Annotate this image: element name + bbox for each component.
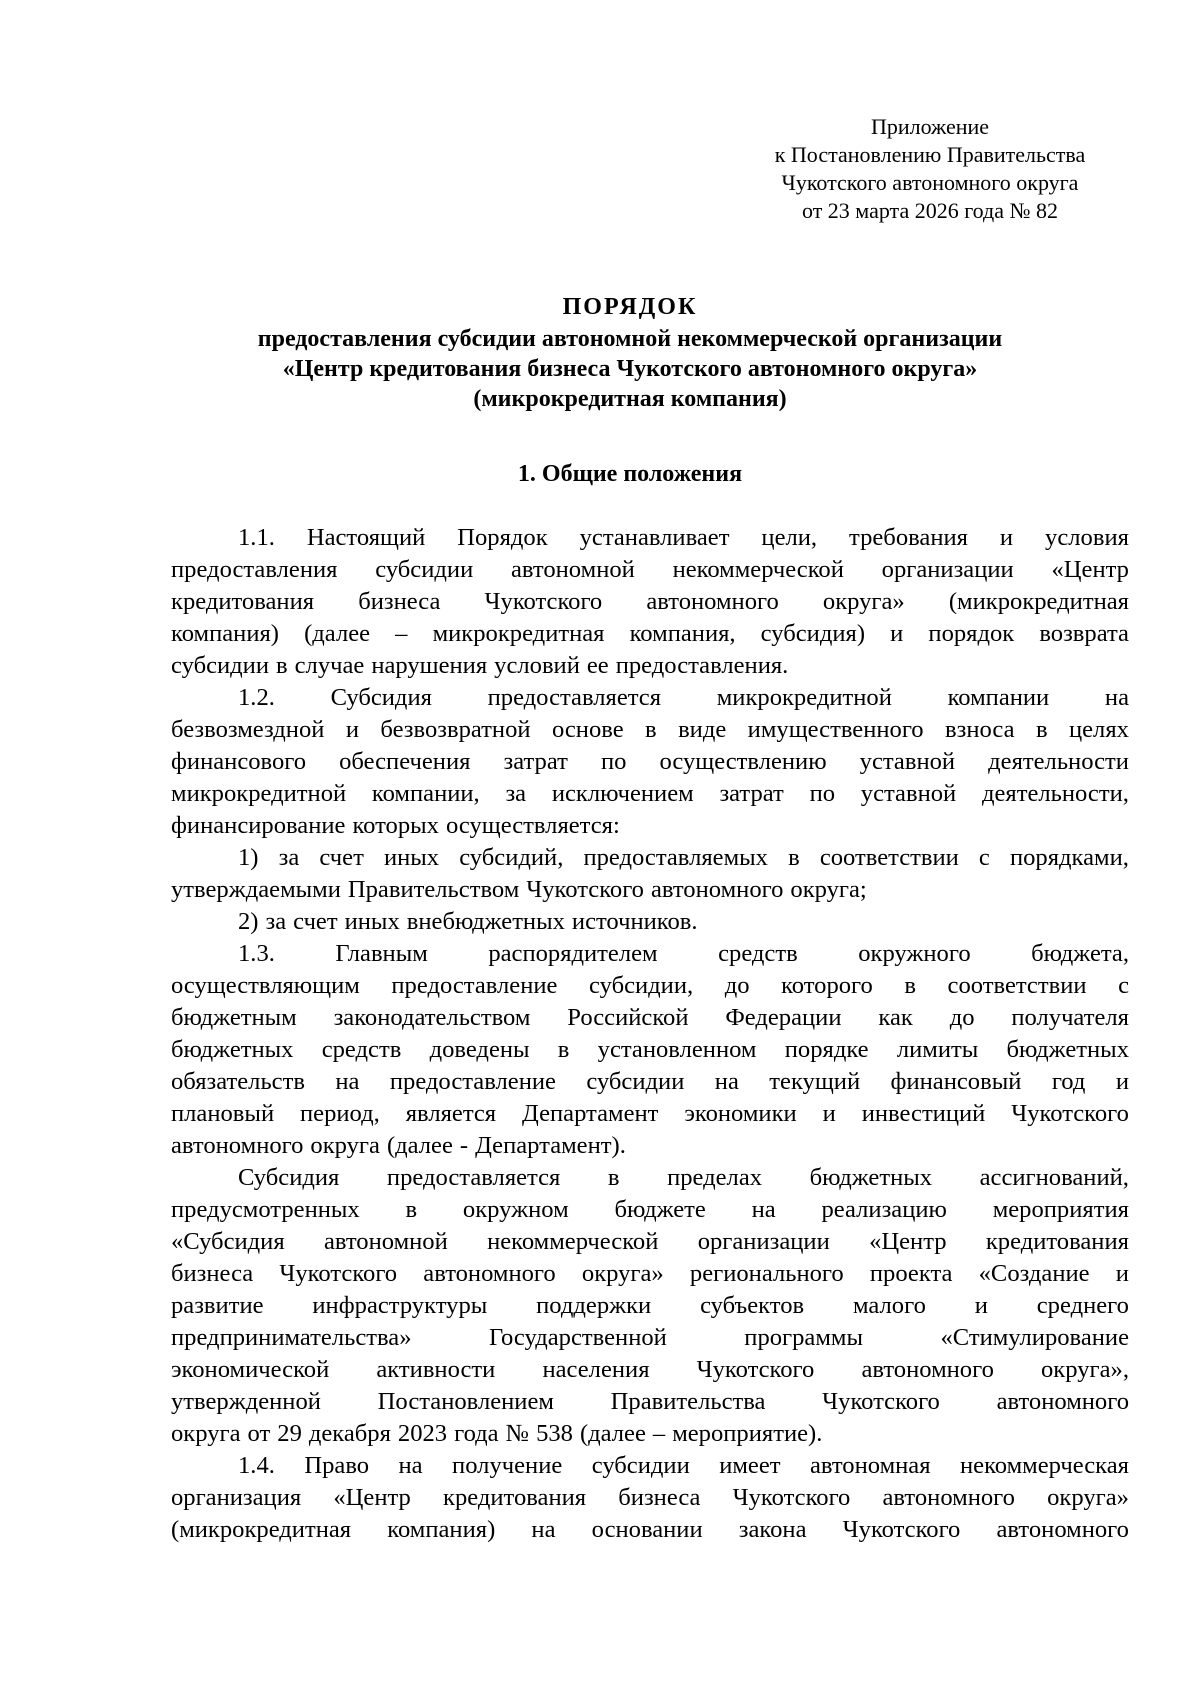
word: предоставления. xyxy=(615,652,789,679)
word: на xyxy=(751,1196,776,1223)
word: Чукотского xyxy=(842,1516,961,1543)
word: предоставляемых xyxy=(583,844,768,871)
word: устанавливает xyxy=(579,524,730,551)
word: 2023 xyxy=(397,1420,448,1447)
word: на xyxy=(714,1068,739,1095)
word: иных xyxy=(344,908,400,935)
body-line xyxy=(171,1066,1129,1098)
body-line xyxy=(171,1002,1129,1034)
word: мероприятие). xyxy=(672,1420,823,1447)
word: и xyxy=(1115,1260,1129,1287)
word: (далее xyxy=(579,1420,646,1447)
word: получателя xyxy=(1011,1004,1129,1031)
word: ее xyxy=(586,652,609,679)
word: утверждаемыми xyxy=(171,876,341,903)
word: деятельности, xyxy=(981,780,1129,807)
word: и xyxy=(890,620,904,647)
word: Чукотского xyxy=(822,1388,940,1415)
title-line: «Центр кредитования бизнеса Чукотского автономного округа» xyxy=(282,356,978,382)
body-line xyxy=(171,1450,1129,1482)
word: предоставляется xyxy=(487,684,662,711)
word: № xyxy=(505,1420,530,1447)
word: округа» xyxy=(822,588,905,615)
word: кредитования xyxy=(985,1228,1129,1255)
word: Порядок xyxy=(457,524,548,551)
word: бюджете xyxy=(614,1196,706,1223)
word: Субсидия xyxy=(330,684,432,711)
word: обязательств xyxy=(171,1068,305,1095)
body-line xyxy=(171,1258,1129,1290)
word: взноса xyxy=(945,716,1015,743)
word: в xyxy=(607,1164,620,1191)
word: цели, xyxy=(761,524,818,551)
word: соответствии xyxy=(947,972,1087,999)
word: мероприятия xyxy=(992,1196,1129,1223)
word: «Субсидия xyxy=(171,1228,285,1255)
word: округа» xyxy=(581,1260,664,1287)
word: в xyxy=(645,716,657,743)
word: затрат xyxy=(503,748,568,775)
word: и xyxy=(822,1100,836,1127)
word: бюджетных xyxy=(1006,1036,1129,1063)
word: – xyxy=(395,620,408,647)
word: уставной xyxy=(860,780,957,807)
word: Правительством xyxy=(347,876,520,903)
word: автономного xyxy=(171,1132,304,1159)
body-line xyxy=(171,1162,1129,1194)
body-line xyxy=(171,874,1129,906)
body-line xyxy=(171,554,1129,586)
word: осуществлению xyxy=(659,748,827,775)
word: счет xyxy=(293,908,338,935)
word: на xyxy=(335,1068,360,1095)
word: субсидии xyxy=(586,1068,685,1095)
word: некоммерческой xyxy=(487,1228,659,1255)
word: проекта xyxy=(869,1260,953,1287)
word: организации xyxy=(881,556,1014,583)
word: некоммерческая xyxy=(960,1452,1129,1479)
word: за xyxy=(505,780,527,807)
word: в xyxy=(904,972,916,999)
word: за xyxy=(278,844,300,871)
word: Постановлением xyxy=(377,1388,554,1415)
word: Чукотского xyxy=(1011,1100,1129,1127)
word: источников. xyxy=(571,908,698,935)
word: предоставление xyxy=(391,972,558,999)
word: внебюджетных xyxy=(406,908,565,935)
word: Чукотского xyxy=(279,1260,398,1287)
word: иных xyxy=(383,844,440,871)
appendix-line: от 23 марта 2026 года № 82 xyxy=(801,198,1058,223)
word: ассигнований, xyxy=(979,1164,1129,1191)
word: 1.1. xyxy=(238,524,275,551)
word: компания, xyxy=(629,620,736,647)
word: (далее xyxy=(386,1132,453,1159)
word: автономного xyxy=(861,1356,994,1383)
word: субъектов xyxy=(700,1292,805,1319)
word: по xyxy=(600,748,627,775)
word: Право xyxy=(304,1452,370,1479)
word: в xyxy=(788,844,800,871)
word: требования xyxy=(849,524,968,551)
word: имеет xyxy=(719,1452,781,1479)
word: предоставление xyxy=(389,1068,556,1095)
word: доведены xyxy=(429,1036,530,1063)
word: «Создание xyxy=(978,1260,1090,1287)
word: является xyxy=(405,1100,497,1127)
word: Субсидия xyxy=(238,1164,340,1191)
word: (далее xyxy=(304,620,371,647)
word: возврата xyxy=(1039,620,1129,647)
word: с xyxy=(978,844,990,871)
word: организация xyxy=(171,1484,302,1511)
word: период, xyxy=(300,1100,380,1127)
word: имущественного xyxy=(747,716,924,743)
word: автономного xyxy=(650,876,784,903)
word: 1.2. xyxy=(238,684,275,711)
word: компании, xyxy=(371,780,480,807)
word: населения xyxy=(542,1356,650,1383)
body-line xyxy=(171,1226,1129,1258)
word: предоставления xyxy=(171,556,338,583)
word: 538 xyxy=(536,1420,573,1447)
word: (микрокредитная xyxy=(948,588,1129,615)
word: «Центр xyxy=(1051,556,1129,583)
word: автономная xyxy=(809,1452,931,1479)
word: Государственной xyxy=(488,1324,667,1351)
word: автономной xyxy=(511,556,635,583)
word: средств xyxy=(321,1036,402,1063)
word: 1.3. xyxy=(238,940,275,967)
word: плановый xyxy=(171,1100,275,1127)
word: года xyxy=(454,1420,499,1447)
word: окружном xyxy=(462,1196,569,1223)
word: затрат xyxy=(719,780,784,807)
body-line xyxy=(171,1482,1129,1514)
word: Правительства xyxy=(610,1388,766,1415)
word: «Центр xyxy=(333,1484,411,1511)
word: программы xyxy=(744,1324,863,1351)
word: Чукотского xyxy=(484,588,603,615)
word: безвозмездной xyxy=(171,716,325,743)
word: бюджетных xyxy=(809,1164,933,1191)
word: поддержки xyxy=(536,1292,652,1319)
body-line xyxy=(171,778,1129,810)
word: до xyxy=(949,1004,975,1031)
word: предоставляется xyxy=(386,1164,561,1191)
word: – xyxy=(652,1420,666,1447)
word: до xyxy=(724,972,750,999)
word: округа xyxy=(310,1132,380,1159)
body-line xyxy=(171,1418,1129,1450)
body-line xyxy=(171,842,1129,874)
word: и xyxy=(345,716,359,743)
word: - xyxy=(459,1132,469,1159)
word: в xyxy=(1035,716,1048,743)
body-line xyxy=(171,1194,1129,1226)
word: «Стимулирование xyxy=(940,1324,1129,1351)
word: и xyxy=(974,1292,988,1319)
word: бюджета, xyxy=(1031,940,1129,967)
word: Федерации xyxy=(725,1004,842,1031)
body-line xyxy=(171,586,1129,618)
word: обеспечения xyxy=(339,748,471,775)
word: 29 xyxy=(277,1420,302,1447)
word: декабря xyxy=(308,1420,391,1447)
body-line xyxy=(171,682,1129,714)
word: округа», xyxy=(1041,1356,1129,1383)
word: порядке xyxy=(784,1036,869,1063)
body-line xyxy=(171,1322,1129,1354)
title-line: (микрокредитная компания) xyxy=(473,386,787,412)
word: нарушения xyxy=(371,652,488,679)
appendix-line: к Постановлению Правительства xyxy=(774,142,1086,167)
word: компания) xyxy=(171,620,279,647)
title-main: ПОРЯДОК xyxy=(562,294,698,320)
word: Чукотского xyxy=(732,1484,851,1511)
body-line xyxy=(171,1290,1129,1322)
word: осуществляющим xyxy=(171,972,360,999)
word: округа xyxy=(171,1420,241,1447)
word: за xyxy=(265,908,287,935)
word: законодательством xyxy=(333,1004,531,1031)
word: регионального xyxy=(689,1260,844,1287)
word: на xyxy=(1104,684,1129,711)
word: развитие xyxy=(171,1292,264,1319)
document-body xyxy=(171,522,1129,1546)
body-line xyxy=(171,1354,1129,1386)
word: бюджетным xyxy=(171,1004,297,1031)
word: Настоящий xyxy=(306,524,426,551)
document-title xyxy=(160,290,1100,414)
section-heading: 1. Общие положения xyxy=(517,461,743,487)
word: инфраструктуры xyxy=(312,1292,488,1319)
word: Чукотского xyxy=(696,1356,815,1383)
word: Департамент). xyxy=(475,1132,626,1159)
body-line xyxy=(171,1514,1129,1546)
word: автономной xyxy=(323,1228,448,1255)
word: порядок xyxy=(928,620,1015,647)
word: виде xyxy=(678,716,727,743)
word: экономической xyxy=(171,1356,330,1383)
body-line xyxy=(171,970,1129,1002)
word: бизнеса xyxy=(618,1484,701,1511)
word: компании xyxy=(947,684,1050,711)
word: субсидии xyxy=(375,556,474,583)
body-line xyxy=(171,938,1129,970)
body-line xyxy=(171,618,1129,650)
word: от xyxy=(247,1420,271,1447)
word: бизнеса xyxy=(358,588,441,615)
word: по xyxy=(809,780,836,807)
word: финансового xyxy=(171,748,307,775)
word: условий xyxy=(494,652,580,679)
word: окружного xyxy=(858,940,971,967)
word: автономного xyxy=(423,1260,556,1287)
word: как xyxy=(878,1004,913,1031)
word: организации xyxy=(697,1228,830,1255)
word: порядками, xyxy=(1009,844,1129,871)
appendix-line: Чукотского автономного округа xyxy=(781,170,1079,195)
word: соответствии xyxy=(819,844,959,871)
word: получение xyxy=(452,1452,563,1479)
word: условия xyxy=(1045,524,1129,551)
word: основе xyxy=(551,716,624,743)
body-line xyxy=(171,746,1129,778)
word: Департамент xyxy=(522,1100,659,1127)
word: Главным xyxy=(335,940,428,967)
word: округа; xyxy=(790,876,867,903)
title-line: предоставления субсидии автономной некоммерческой организации xyxy=(257,326,1003,352)
body-line xyxy=(171,906,1129,938)
word: 1.4. xyxy=(238,1452,275,1479)
appendix-line: Приложение xyxy=(870,114,990,139)
word: которых xyxy=(352,812,439,839)
word: средств xyxy=(718,940,798,967)
word: распорядителем xyxy=(488,940,658,967)
word: микрокредитная xyxy=(432,620,605,647)
word: субсидии, xyxy=(589,972,694,999)
word: финансирование xyxy=(171,812,346,839)
word: автономного xyxy=(646,588,779,615)
word: финансовый xyxy=(890,1068,1022,1095)
word: в xyxy=(557,1036,570,1063)
word: утвержденной xyxy=(171,1388,321,1415)
word: счет xyxy=(319,844,364,871)
word: экономики xyxy=(684,1100,797,1127)
word: кредитования xyxy=(171,588,315,615)
word: закона xyxy=(738,1516,807,1543)
word: и xyxy=(999,524,1014,551)
body-line xyxy=(171,1386,1129,1418)
word: некоммерческой xyxy=(672,556,844,583)
word: активности xyxy=(376,1356,496,1383)
word: с xyxy=(1118,972,1129,999)
word: субсидия) xyxy=(760,620,866,647)
word: предусмотренных xyxy=(171,1196,360,1223)
word: пределах xyxy=(667,1164,763,1191)
word: микрокредитной xyxy=(716,684,892,711)
word: (микрокредитная xyxy=(171,1516,352,1543)
word: субсидии xyxy=(171,652,269,679)
word: целях xyxy=(1068,716,1129,743)
word: безвозвратной xyxy=(380,716,531,743)
word: компания) xyxy=(387,1516,496,1543)
body-line xyxy=(171,714,1129,746)
word: инвестиций xyxy=(861,1100,986,1127)
word: кредитования xyxy=(443,1484,587,1511)
word: уставной xyxy=(859,748,956,775)
word: исключением xyxy=(551,780,694,807)
word: бизнеса xyxy=(171,1260,254,1287)
word: текущий xyxy=(769,1068,861,1095)
body-line xyxy=(171,1130,1129,1162)
word: осуществляется: xyxy=(445,812,620,839)
body-line xyxy=(171,650,1129,682)
word: и xyxy=(1115,1068,1129,1095)
word: автономного xyxy=(882,1484,1015,1511)
word: на xyxy=(398,1452,423,1479)
word: Российской xyxy=(567,1004,689,1031)
word: субсидий, xyxy=(459,844,564,871)
word: 2) xyxy=(238,908,259,935)
word: на xyxy=(531,1516,556,1543)
word: лимиты xyxy=(896,1036,979,1063)
word: среднего xyxy=(1036,1292,1129,1319)
word: основании xyxy=(591,1516,703,1543)
body-line xyxy=(171,1034,1129,1066)
word: малого xyxy=(853,1292,926,1319)
word: деятельности xyxy=(988,748,1129,775)
word: в xyxy=(405,1196,418,1223)
word: реализацию xyxy=(821,1196,947,1223)
word: субсидии xyxy=(591,1452,690,1479)
word: случае xyxy=(294,652,365,679)
body-line xyxy=(171,1098,1129,1130)
word: микрокредитной xyxy=(171,780,347,807)
word: которого xyxy=(781,972,873,999)
word: в xyxy=(276,652,288,679)
word: предпринимательства» xyxy=(171,1324,412,1351)
word: автономного xyxy=(996,1516,1129,1543)
word: год xyxy=(1051,1068,1086,1095)
body-line xyxy=(171,522,1129,554)
word: округа» xyxy=(1047,1484,1129,1511)
body-line xyxy=(171,810,1129,842)
word: автономного xyxy=(996,1388,1129,1415)
word: 1) xyxy=(238,844,259,871)
word: Чукотского xyxy=(526,876,644,903)
word: бюджетных xyxy=(171,1036,294,1063)
appendix-block xyxy=(760,113,1100,225)
word: установленном xyxy=(597,1036,757,1063)
word: «Центр xyxy=(869,1228,947,1255)
